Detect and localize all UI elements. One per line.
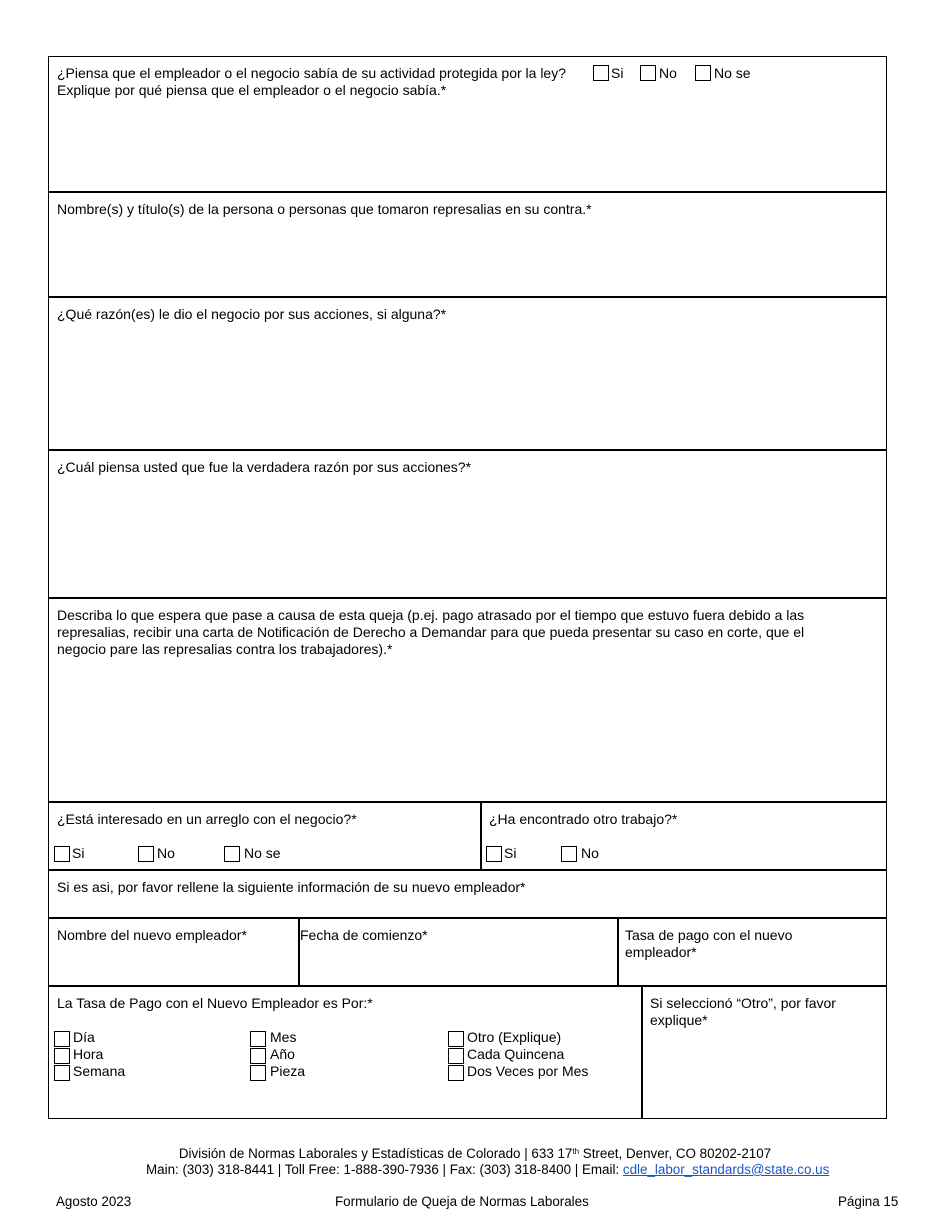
new-job-no-label: No [581, 845, 599, 861]
pay-period-quincena-checkbox[interactable] [448, 1048, 464, 1064]
pay-period-mes-label: Mes [270, 1029, 297, 1045]
pay-period-dia-checkbox[interactable] [54, 1031, 70, 1047]
new-employer-name-field[interactable] [48, 917, 300, 987]
employer-knew-no-label: No [659, 65, 677, 81]
settlement-section [48, 801, 482, 871]
new-job-question: ¿Ha encontrado otro trabajo?* [489, 811, 678, 827]
pay-period-quincena-label: Cada Quincena [467, 1046, 565, 1062]
true-reason-label: ¿Cuál piensa usted que fue la verdadera razón por sus acciones?* [57, 459, 472, 475]
new-pay-rate-label: Tasa de pago con el nuevo empleador* [625, 927, 793, 960]
settlement-nose-checkbox[interactable] [224, 846, 240, 862]
new-job-si-checkbox[interactable] [486, 846, 502, 862]
settlement-no-label: No [157, 845, 175, 861]
start-date-field[interactable] [298, 917, 619, 987]
new-job-no-checkbox[interactable] [561, 846, 577, 862]
employer-knew-nose-label: No se [714, 65, 751, 81]
employer-knew-si-checkbox[interactable] [593, 65, 609, 81]
other-explain-field[interactable] [641, 985, 887, 1119]
new-job-section [480, 801, 887, 871]
pay-period-otro-label: Otro (Explique) [467, 1029, 562, 1045]
reason-given-section[interactable] [48, 296, 887, 451]
retaliators-names-label: Nombre(s) y título(s) de la persona o personas que tomaron represalias en su contra.* [57, 201, 592, 217]
employer-knew-nose-checkbox[interactable] [695, 65, 711, 81]
employer-knew-si-label: Si [611, 65, 624, 81]
employer-knew-no-checkbox[interactable] [640, 65, 656, 81]
settlement-nose-label: No se [244, 845, 281, 861]
settlement-question: ¿Está interesado en un arreglo con el negocio?* [57, 811, 357, 827]
pay-period-dos-veces-checkbox[interactable] [448, 1065, 464, 1081]
reason-given-label: ¿Qué razón(es) le dio el negocio por sus acciones, si alguna?* [57, 306, 447, 322]
pay-period-semana-checkbox[interactable] [54, 1065, 70, 1081]
pay-period-hora-label: Hora [73, 1046, 104, 1062]
employer-knew-explain-label: Explique por qué piensa que el empleador o el negocio sabía.* [57, 82, 447, 98]
pay-period-question: La Tasa de Pago con el Nuevo Empleador es Por:* [57, 995, 373, 1011]
retaliators-names-section[interactable] [48, 191, 887, 298]
pay-period-hora-checkbox[interactable] [54, 1048, 70, 1064]
employer-knew-question: ¿Piensa que el empleador o el negocio sabía de su actividad protegida por la ley? [57, 65, 566, 81]
footer-date: Agosto 2023 [56, 1194, 132, 1209]
pay-period-dos-veces-label: Dos Veces por Mes [467, 1063, 589, 1079]
settlement-si-checkbox[interactable] [54, 846, 70, 862]
true-reason-section[interactable] [48, 449, 887, 599]
new-employer-name-label: Nombre del nuevo empleador* [57, 927, 247, 943]
pay-period-pieza-label: Pieza [270, 1063, 306, 1079]
new-pay-rate-field[interactable] [617, 917, 887, 987]
start-date-label: Fecha de comienzo* [300, 927, 428, 943]
employer-knew-section [48, 56, 887, 193]
footer-form-title: Formulario de Queja de Normas Laborales [335, 1194, 589, 1209]
complaint-form-page [48, 56, 887, 1119]
expectations-section[interactable] [48, 597, 887, 803]
footer-page-number: Página 15 [838, 1194, 899, 1209]
footer-contact: Main: (303) 318-8441 | Toll Free: 1-888-390-7936 | Fax: (303) 318-8400 | Email: cdle_labor_standards@state.co.us [146, 1162, 830, 1177]
new-job-si-label: Si [504, 845, 517, 861]
pay-period-semana-label: Semana [73, 1063, 126, 1079]
pay-period-ano-label: Año [270, 1046, 295, 1062]
pay-period-ano-checkbox[interactable] [250, 1048, 266, 1064]
pay-period-pieza-checkbox[interactable] [250, 1065, 266, 1081]
pay-period-mes-checkbox[interactable] [250, 1031, 266, 1047]
footer-address: División de Normas Laborales y Estadísticas de Colorado | 633 17th Street, Denver, CO 80202-2107 [178, 1146, 772, 1161]
email-link[interactable]: cdle_labor_standards@state.co.us [622, 1162, 830, 1177]
pay-period-section [48, 985, 643, 1119]
settlement-no-checkbox[interactable] [138, 846, 154, 862]
new-employer-intro-section [48, 869, 887, 919]
pay-period-otro-checkbox[interactable] [448, 1031, 464, 1047]
pay-period-dia-label: Día [73, 1029, 95, 1045]
settlement-si-label: Si [72, 845, 85, 861]
new-employer-intro: Si es asi, por favor rellene la siguiente información de su nuevo empleador* [57, 879, 526, 895]
other-explain-label: Si seleccionó “Otro”, por favor explique* [650, 995, 836, 1028]
expectations-label: Describa lo que espera que pase a causa de esta queja (p.ej. pago atrasado por el tiempo que estuvo fuera debido a las represalias, recibir una carta de Notificación de Derecho a Demandar para que pueda presentar su caso en corte, que el negocio pare las represalias contra los trabajadores).* [57, 607, 805, 657]
